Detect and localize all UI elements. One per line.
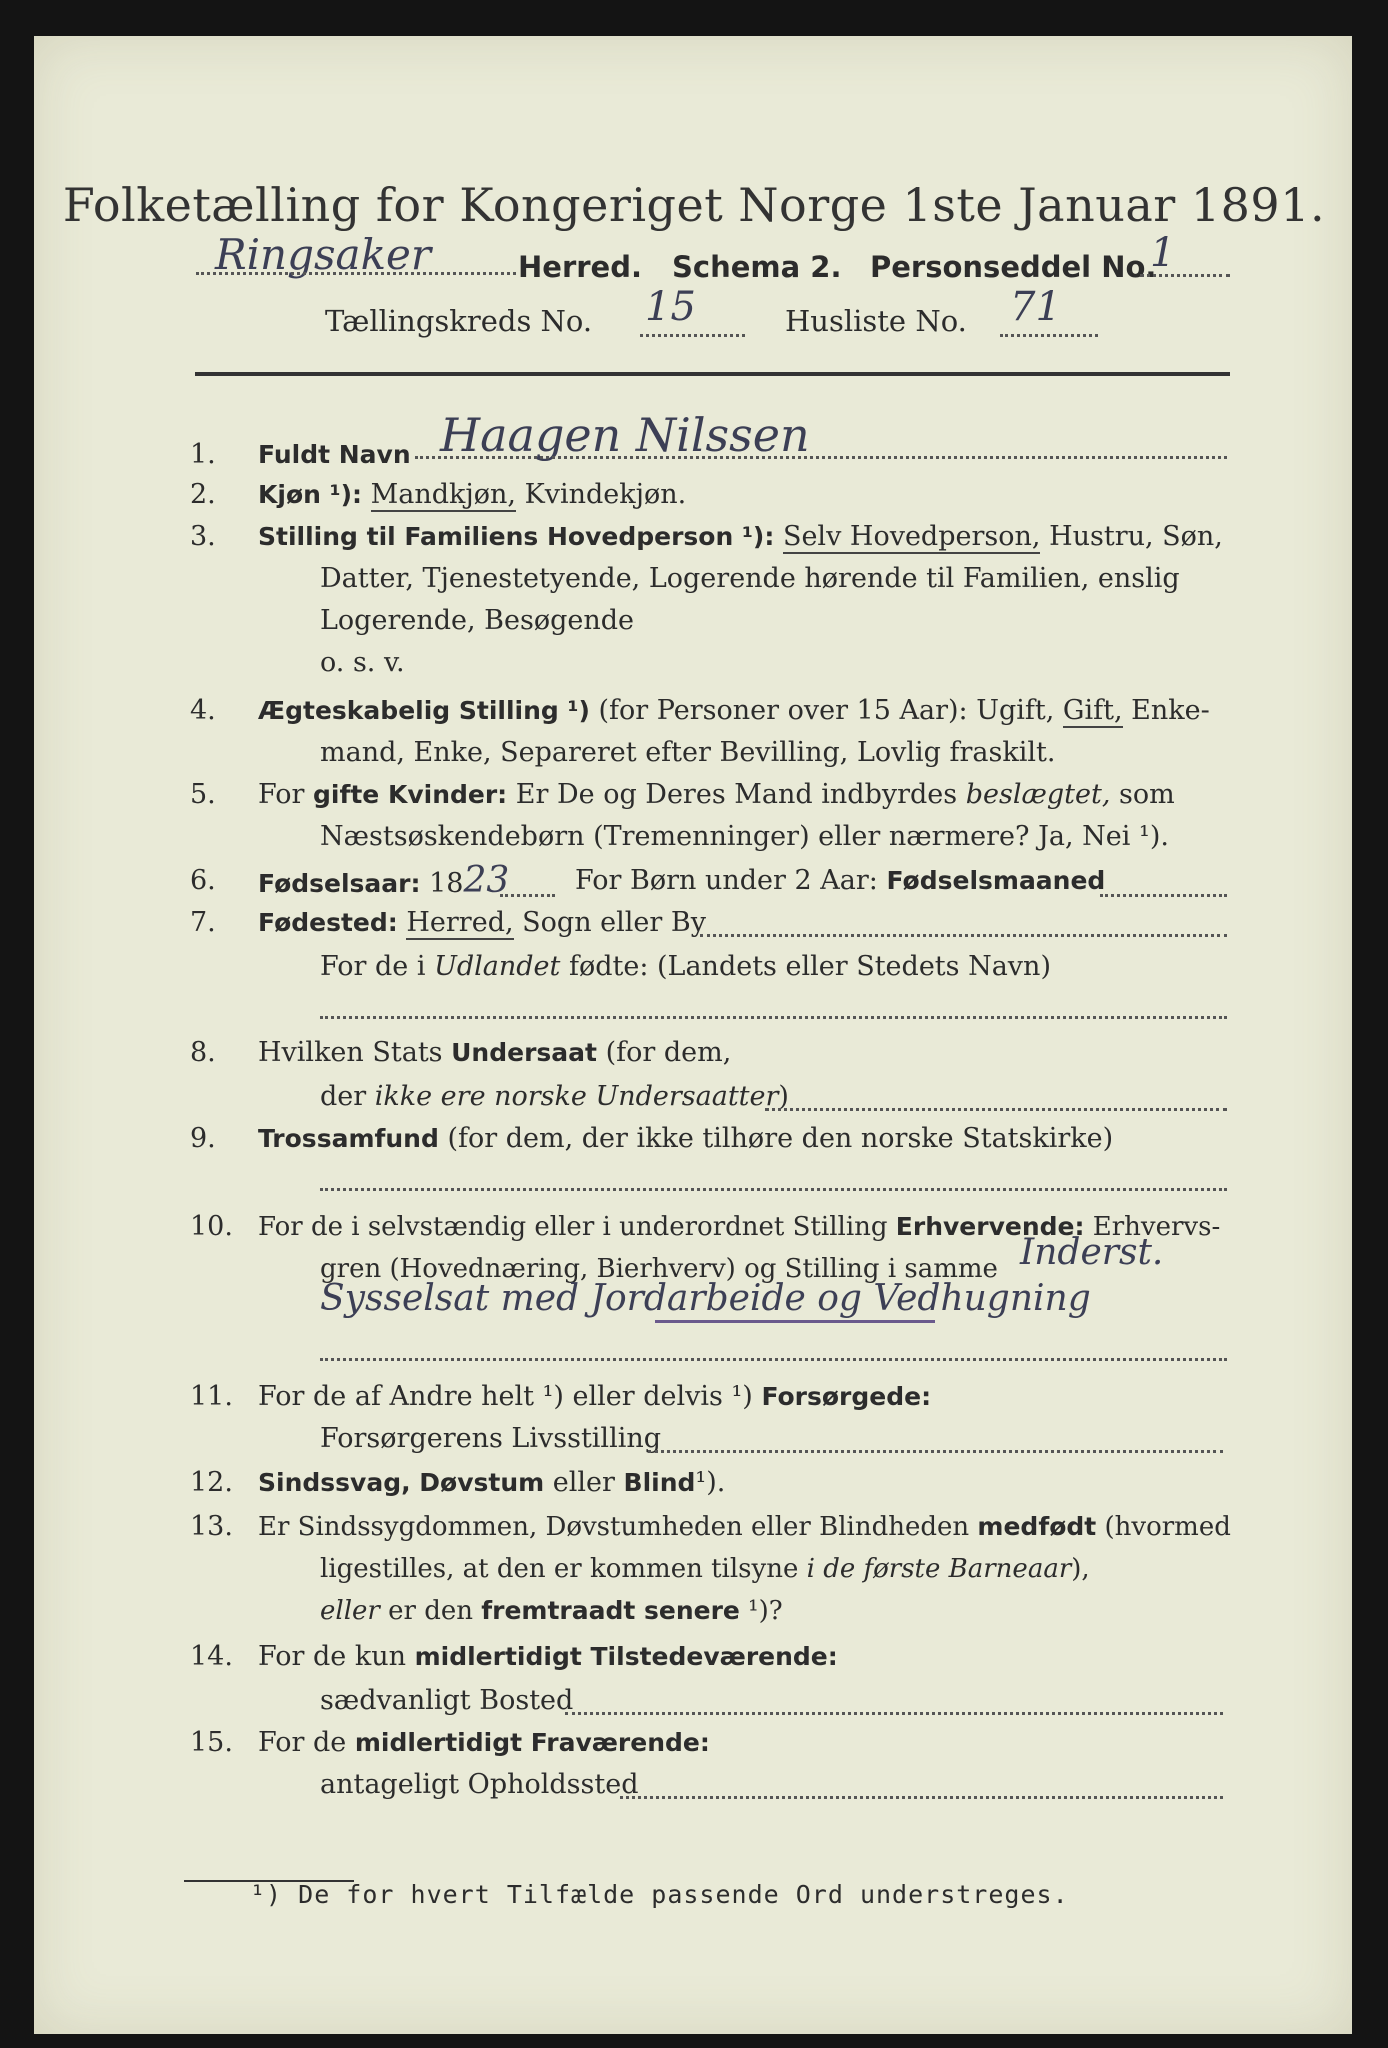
personseddel-dotline (1140, 274, 1230, 277)
schema-label: Schema 2. (672, 250, 842, 284)
item-3-number: 3. (190, 521, 216, 552)
item-14-line1 (258, 1640, 838, 1674)
item-13-line1 (258, 1510, 1231, 1544)
item-13-line2 (320, 1552, 1090, 1586)
personseddel-label: Personseddel No. (870, 250, 1157, 284)
item-4-selected: Gift, (1062, 695, 1123, 726)
husliste-label: Husliste No. (785, 304, 967, 338)
item-12-label2: Blind (623, 1468, 696, 1497)
item-14-number: 14. (190, 1641, 233, 1672)
item-13-line2-italic: i de første Barneaar (806, 1554, 1072, 1584)
item-8-label: Undersaat (451, 1038, 597, 1067)
item-4-text: (for Personer over 15 Aar): Ugift, (598, 695, 1055, 726)
item-10-underline (655, 1320, 935, 1323)
item-12-label: Sindssvag, Døvstum (258, 1468, 545, 1497)
item-6-answer: 23 (463, 860, 510, 901)
kreds-label: Tællingskreds No. (325, 304, 593, 338)
item-11-line1 (258, 1380, 931, 1414)
item-2-option: Kvindekjøn. (524, 479, 687, 510)
item-5-text-a: For (258, 779, 305, 810)
item-5-line1 (258, 778, 1175, 812)
item-1-answer: Haagen Nilssen (440, 408, 810, 462)
item-8-number: 8. (190, 1037, 216, 1068)
kreds-number: 15 (645, 284, 696, 330)
personseddel-number: 1 (1150, 230, 1176, 276)
item-8-dotline (765, 1108, 1227, 1111)
item-3-line2: Datter, Tjenestetyende, Logerende hørende til Familien, enslig (320, 563, 1180, 594)
item-9-text: (for dem, der ikke tilhøre den norske Statskirke) (447, 1123, 1114, 1154)
item-12-text: eller (552, 1467, 615, 1498)
item-2-number: 2. (190, 479, 216, 510)
item-13-line3-a: er den (388, 1596, 473, 1626)
item-2-label: Kjøn ¹): (258, 480, 362, 509)
item-10-label: Erhvervende: (895, 1212, 1085, 1241)
item-7-dotline-2 (320, 1016, 1227, 1019)
item-3-line4: o. s. v. (320, 647, 405, 678)
item-10-answer-2: Sysselsat med Jordarbeide og Vedhugning (320, 1278, 1091, 1319)
item-6-mid (575, 864, 1105, 898)
item-15-line2: antageligt Opholdssted (320, 1769, 639, 1800)
item-3-rest: Hustru, Søn, (1049, 521, 1223, 552)
item-3-line3: Logerende, Besøgende (320, 605, 634, 636)
item-9-dotline (320, 1188, 1227, 1191)
item-13-line3-italic: eller (320, 1596, 380, 1626)
item-7-number: 7. (190, 907, 216, 938)
item-6-dotline-b (1100, 894, 1227, 897)
item-10-number: 10. (190, 1211, 233, 1242)
husliste-number: 71 (1010, 284, 1061, 330)
item-13-number: 13. (190, 1511, 233, 1542)
item-8-line2-italic: ikke ere norske Undersaatter (374, 1081, 779, 1112)
herred-handwritten: Ringsaker (215, 230, 431, 279)
item-6-line (258, 860, 510, 901)
item-4-text-b: Enke- (1131, 695, 1210, 726)
item-14-label: midlertidigt Tilstedeværende: (414, 1642, 838, 1671)
item-5-italic: beslægtet, (965, 779, 1111, 810)
item-6-prefix: 18 (429, 868, 464, 899)
item-6-label2: Fødselsmaaned (886, 866, 1106, 895)
item-10-dotline (320, 1358, 1227, 1361)
item-15-label: midlertidigt Fraværende: (354, 1728, 710, 1757)
item-11-label: Forsørgede: (761, 1382, 932, 1411)
item-13-text: Er Sindssygdommen, Døvstumheden eller Blindheden (258, 1512, 970, 1542)
item-15-text: For de (258, 1727, 347, 1758)
item-8-line1 (258, 1036, 731, 1070)
item-5-label: gifte Kvinder: (313, 780, 508, 809)
item-14-line2: sædvanligt Bosted (320, 1685, 574, 1716)
item-12-number: 12. (190, 1467, 233, 1498)
item-10-line2: gren (Hovednæring, Bierhverv) og Stilling i samme (320, 1254, 998, 1284)
item-10-text-b: Erhvervs- (1092, 1212, 1221, 1242)
item-4-label: Ægteskabelig Stilling ¹) (258, 696, 590, 725)
item-6-label: Fødselsaar: (258, 869, 421, 898)
form-title: Folketælling for Kongeriget Norge 1ste Januar 1891. (62, 178, 1326, 232)
item-15-number: 15. (190, 1727, 233, 1758)
item-8-line2-a: der (320, 1081, 367, 1112)
item-4-number: 4. (190, 695, 216, 726)
item-8-text-a: Hvilken Stats (258, 1037, 443, 1068)
item-13-label: medfødt (977, 1512, 1097, 1541)
item-11-line2: Forsørgerens Livsstilling (320, 1423, 662, 1454)
item-7-line2-a: For de i (320, 951, 426, 982)
item-1-label: Fuldt Navn (258, 440, 411, 469)
item-5-line2: Næstsøskendebørn (Tremenninger) eller nærmere? Ja, Nei ¹). (320, 821, 1169, 852)
item-10-answer-1: Inderst. (1020, 1232, 1164, 1273)
item-6-number: 6. (190, 865, 216, 896)
item-13-line3 (320, 1594, 783, 1628)
item-15-dotline (620, 1796, 1223, 1799)
item-7-line2-b: fødte: (Landets eller Stedets Navn) (568, 951, 1051, 982)
item-6-mid-text: For Børn under 2 Aar: (575, 865, 878, 896)
item-12-line (258, 1466, 725, 1500)
footnote: ¹) De for hvert Tilfælde passende Ord understreges. (250, 1880, 1069, 1909)
item-10-text: For de i selvstændig eller i underordnet Stilling (258, 1212, 888, 1242)
item-7-line2-italic: Udlandet (434, 951, 561, 982)
item-2-line (258, 478, 686, 512)
item-4-line2: mand, Enke, Separeret efter Bevilling, Lovlig fraskilt. (320, 737, 1056, 768)
item-3-label: Stilling til Familiens Hovedperson ¹): (258, 522, 775, 551)
item-7-line2 (320, 950, 1051, 984)
item-13-line2-b: ), (1071, 1554, 1090, 1584)
item-5-number: 5. (190, 779, 216, 810)
header-rule (195, 372, 1230, 376)
item-13-label2: fremtraadt senere (481, 1596, 740, 1625)
kreds-dotline (640, 334, 745, 337)
item-8-line2: der ikke ere norske Undersaatter) (320, 1081, 789, 1112)
item-4-line1 (258, 694, 1210, 728)
item-8-text-b: (for dem, (605, 1037, 732, 1068)
item-7-selected: Herred, (406, 907, 514, 938)
item-11-dotline (648, 1450, 1223, 1453)
item-6-dotline-a (500, 894, 555, 897)
item-12-text2: ¹). (695, 1467, 726, 1498)
herred-label: Herred. (518, 250, 642, 284)
item-7-label: Fødested: (258, 908, 398, 937)
item-3-line1 (258, 520, 1223, 554)
item-9-line1 (258, 1122, 1113, 1156)
item-13-line3-b: ¹)? (748, 1596, 783, 1626)
item-7-line1 (258, 906, 706, 940)
item-5-text-c: som (1119, 779, 1175, 810)
item-9-label: Trossamfund (258, 1124, 439, 1153)
item-3-selected: Selv Hovedperson, (782, 521, 1041, 552)
item-11-text: For de af Andre helt ¹) eller delvis ¹) (258, 1381, 753, 1412)
item-1-number: 1. (190, 439, 216, 470)
item-5-text-b: Er De og Deres Mand indbyrdes (515, 779, 958, 810)
item-14-dotline (565, 1712, 1223, 1715)
item-13-text-b: (hvormed (1104, 1512, 1231, 1542)
item-14-text: For de kun (258, 1641, 406, 1672)
item-15-line1 (258, 1726, 710, 1760)
item-2-option-selected: Mandkjøn, (370, 479, 516, 510)
herred-dotline (196, 272, 516, 275)
item-11-number: 11. (190, 1381, 233, 1412)
item-1-dotline (415, 456, 1227, 459)
item-7-rest: Sogn eller By (522, 907, 706, 938)
husliste-dotline (1000, 334, 1098, 337)
item-7-dotline (700, 934, 1227, 937)
item-9-number: 9. (190, 1123, 216, 1154)
item-13-line2-a: ligestilles, at den er kommen tilsyne (320, 1554, 799, 1584)
